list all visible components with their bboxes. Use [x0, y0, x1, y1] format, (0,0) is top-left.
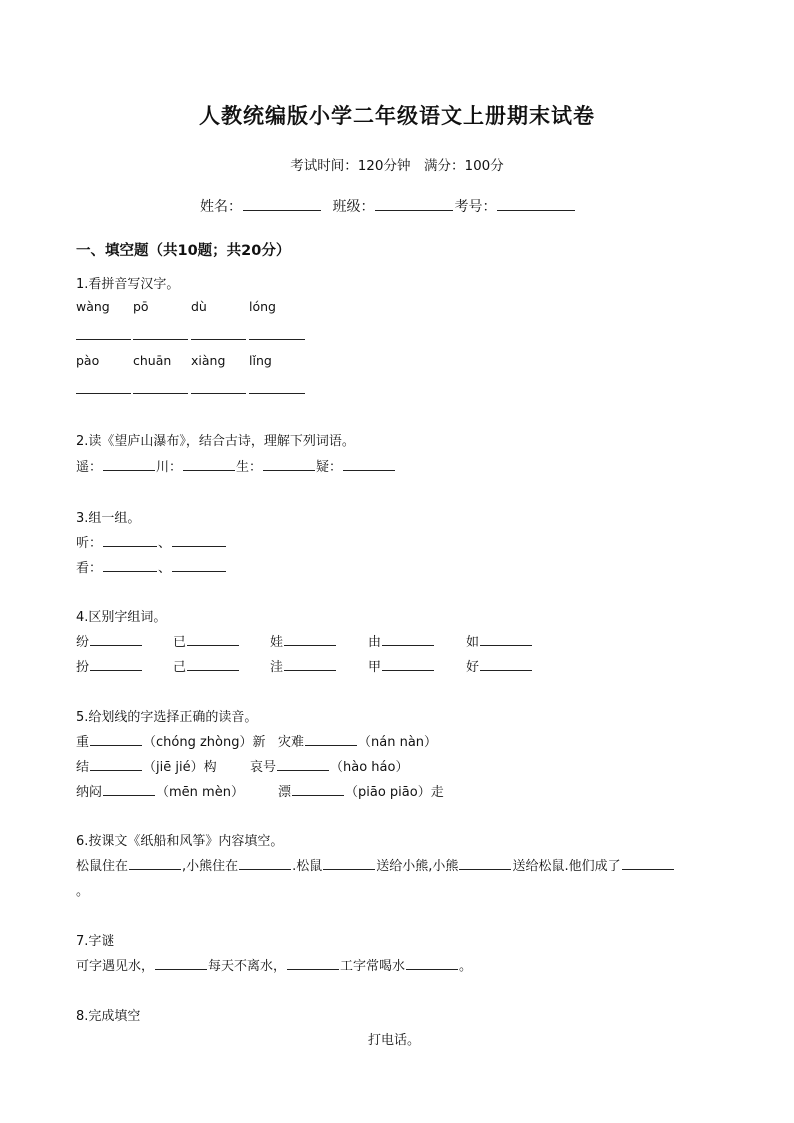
q7-line — [76, 955, 472, 974]
answer-blank[interactable] — [323, 857, 375, 870]
word-label: 看： — [76, 561, 103, 576]
class-label: 班级： — [332, 199, 375, 215]
question-3-row — [76, 557, 227, 576]
text: .松鼠 — [292, 859, 323, 874]
q5-line-1b — [278, 731, 437, 750]
q4-item — [173, 656, 240, 675]
answer-blank[interactable] — [183, 458, 235, 471]
question-3-title: 3.组一组。 — [76, 511, 141, 526]
q5-line-2b — [250, 756, 408, 775]
options: （piāo piāo）走 — [345, 785, 444, 800]
text: 送给小熊,小熊 — [376, 859, 459, 874]
answer-line[interactable] — [191, 339, 246, 340]
q5-line-3b — [278, 781, 444, 800]
word-label: 生： — [236, 460, 263, 475]
q5-line-1 — [76, 731, 266, 750]
answer-blank[interactable] — [187, 633, 239, 646]
class-blank[interactable] — [375, 198, 453, 211]
answer-blank[interactable] — [90, 758, 142, 771]
answer-blank[interactable] — [172, 559, 226, 572]
q4-item — [270, 656, 337, 675]
answer-blank[interactable] — [459, 857, 511, 870]
options: （jiē jié）构 — [143, 760, 217, 775]
answer-blank[interactable] — [292, 783, 344, 796]
question-7-title: 7.字谜 — [76, 934, 115, 949]
char-label: 已 — [173, 635, 187, 650]
answer-blank[interactable] — [90, 733, 142, 746]
char-label: 扮 — [76, 660, 90, 675]
char-label: 己 — [173, 660, 187, 675]
pinyin: pō — [133, 299, 149, 314]
q4-item — [76, 631, 143, 650]
word-label: 川： — [156, 460, 183, 475]
question-2-row — [76, 456, 396, 475]
answer-blank[interactable] — [382, 633, 434, 646]
q5-line-2 — [76, 756, 217, 775]
word: 结 — [76, 760, 90, 775]
options: （hào háo） — [330, 760, 409, 775]
q5-line-3 — [76, 781, 244, 800]
answer-line[interactable] — [76, 339, 131, 340]
answer-blank[interactable] — [622, 857, 674, 870]
text: 松鼠住在 — [76, 859, 129, 874]
answer-blank[interactable] — [480, 658, 532, 671]
word-label: 疑： — [316, 460, 343, 475]
word: 纳闷 — [76, 785, 103, 800]
text: 可字遇见水， — [76, 959, 155, 974]
word: 哀号 — [250, 760, 277, 775]
options: （chóng zhòng）新 — [143, 735, 266, 750]
answer-blank[interactable] — [239, 857, 291, 870]
page-title: 人教统编版小学二年级语文上册期末试卷 — [199, 103, 595, 128]
char-label: 好 — [466, 660, 480, 675]
number-blank[interactable] — [497, 198, 575, 211]
exam-info: 考试时间：120分钟 满分：100分 — [290, 158, 504, 174]
char-label: 由 — [368, 635, 382, 650]
text: 。 — [459, 959, 473, 974]
answer-blank[interactable] — [155, 957, 207, 970]
answer-blank[interactable] — [90, 633, 142, 646]
pinyin: xiàng — [191, 353, 226, 368]
answer-line[interactable] — [133, 393, 188, 394]
word-label: 遥： — [76, 460, 103, 475]
char-label: 娃 — [270, 635, 284, 650]
answer-blank[interactable] — [343, 458, 395, 471]
answer-line[interactable] — [249, 393, 305, 394]
separator: 、 — [158, 561, 172, 576]
text: 工字常喝水 — [340, 959, 406, 974]
options: （nán nàn） — [358, 735, 438, 750]
section-heading: 一、填空题（共10题；共20分） — [76, 243, 291, 259]
pinyin: dù — [191, 299, 207, 314]
options: （mēn mèn） — [156, 785, 244, 800]
q4-item — [466, 631, 533, 650]
question-2-title: 2.读《望庐山瀑布》，结合古诗，理解下列词语。 — [76, 434, 355, 449]
pinyin: lóng — [249, 299, 276, 314]
char-label: 如 — [466, 635, 480, 650]
text: ,小熊住在 — [182, 859, 239, 874]
pinyin: wàng — [76, 299, 110, 314]
answer-line[interactable] — [191, 393, 246, 394]
answer-blank[interactable] — [287, 957, 339, 970]
answer-line[interactable] — [133, 339, 188, 340]
char-label: 纷 — [76, 635, 90, 650]
answer-blank[interactable] — [90, 658, 142, 671]
pinyin: pào — [76, 353, 100, 368]
answer-blank[interactable] — [187, 658, 239, 671]
q4-item — [368, 656, 435, 675]
question-5-title: 5.给划线的字选择正确的读音。 — [76, 710, 258, 725]
q4-item — [173, 631, 240, 650]
q4-item — [368, 631, 435, 650]
q6-end: 。 — [76, 884, 90, 899]
name-blank[interactable] — [243, 198, 321, 211]
question-3-row — [76, 532, 227, 551]
answer-blank[interactable] — [129, 857, 181, 870]
question-4-title: 4.区别字组词。 — [76, 610, 167, 625]
word-label: 听： — [76, 536, 103, 551]
answer-blank[interactable] — [103, 783, 155, 796]
question-6-title: 6.按课文《纸船和风筝》内容填空。 — [76, 834, 284, 849]
answer-blank[interactable] — [172, 534, 226, 547]
word: 重 — [76, 735, 90, 750]
question-8-title: 8.完成填空 — [76, 1009, 141, 1024]
student-info — [200, 196, 576, 216]
answer-blank[interactable] — [103, 458, 155, 471]
answer-blank[interactable] — [263, 458, 315, 471]
answer-blank[interactable] — [284, 633, 336, 646]
answer-line[interactable] — [76, 393, 131, 394]
question-1-title: 1.看拼音写汉字。 — [76, 277, 180, 292]
text: 每天不离水， — [208, 959, 287, 974]
answer-blank[interactable] — [406, 957, 458, 970]
char-label: 甲 — [368, 660, 382, 675]
word: 灾难 — [278, 735, 305, 750]
q4-item — [466, 656, 533, 675]
q6-line — [76, 855, 675, 874]
answer-blank[interactable] — [382, 658, 434, 671]
q4-item — [76, 656, 143, 675]
answer-blank[interactable] — [284, 658, 336, 671]
answer-blank[interactable] — [277, 758, 329, 771]
text: 送给松鼠.他们成了 — [512, 859, 621, 874]
word: 漂 — [278, 785, 292, 800]
answer-blank[interactable] — [480, 633, 532, 646]
q8-text: 打电话。 — [368, 1033, 421, 1048]
answer-blank[interactable] — [305, 733, 357, 746]
answer-line[interactable] — [249, 339, 305, 340]
pinyin: lǐng — [249, 353, 272, 368]
separator: 、 — [158, 536, 172, 551]
q4-item — [270, 631, 337, 650]
name-label: 姓名： — [200, 199, 242, 215]
answer-blank[interactable] — [103, 534, 157, 547]
number-label: 考号： — [454, 199, 497, 215]
answer-blank[interactable] — [103, 559, 157, 572]
pinyin: chuān — [133, 353, 172, 368]
char-label: 洼 — [270, 660, 284, 675]
